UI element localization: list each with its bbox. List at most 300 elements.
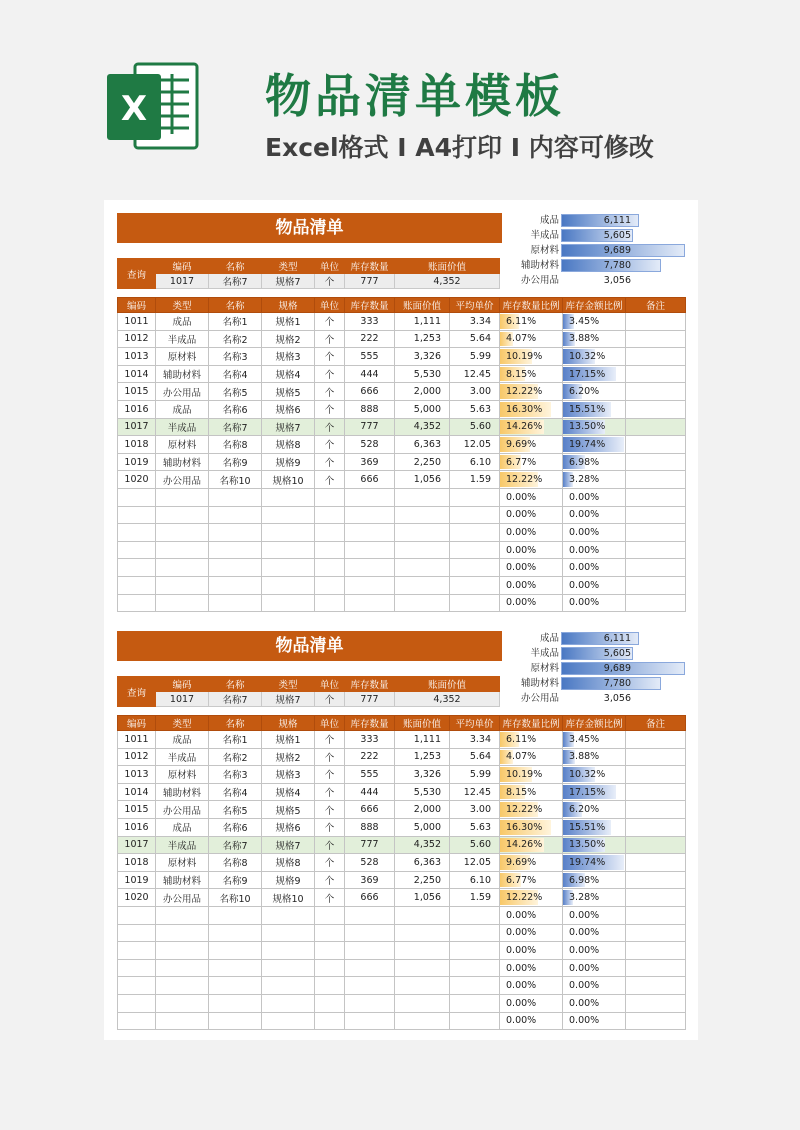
table-cell[interactable] — [345, 924, 395, 942]
table-row[interactable] — [118, 1012, 686, 1030]
table-cell[interactable] — [345, 524, 395, 542]
query-value-cell[interactable]: 名称7 — [209, 692, 262, 707]
table-cell[interactable]: 528 — [345, 854, 395, 872]
table-cell[interactable] — [626, 418, 686, 436]
qty-ratio-cell[interactable]: 12.22% — [500, 383, 563, 401]
table-cell[interactable] — [209, 994, 262, 1012]
qty-ratio-cell[interactable]: 10.19% — [500, 348, 563, 366]
table-row[interactable] — [118, 942, 686, 960]
table-cell[interactable] — [450, 541, 500, 559]
amount-ratio-cell[interactable]: 3.45% — [563, 313, 626, 331]
query-value-cell[interactable]: 个 — [315, 692, 345, 707]
table-cell[interactable] — [118, 906, 156, 924]
table-row[interactable] — [118, 541, 686, 559]
column-header[interactable]: 名称 — [209, 298, 262, 313]
table-cell[interactable]: 1,111 — [395, 313, 450, 331]
table-cell[interactable] — [345, 977, 395, 995]
table-cell[interactable]: 3.34 — [450, 313, 500, 331]
table-cell[interactable]: 1016 — [118, 818, 156, 836]
table-cell[interactable]: 1,056 — [395, 471, 450, 489]
table-cell[interactable] — [262, 994, 315, 1012]
qty-ratio-cell[interactable]: 0.00% — [500, 524, 563, 542]
qty-ratio-cell[interactable]: 6.11% — [500, 731, 563, 749]
table-cell[interactable]: 1019 — [118, 871, 156, 889]
qty-ratio-cell[interactable]: 14.26% — [500, 836, 563, 854]
column-header[interactable]: 库存数量比例 — [500, 716, 563, 731]
amount-ratio-cell[interactable]: 0.00% — [563, 994, 626, 1012]
query-value-cell[interactable]: 个 — [315, 274, 345, 289]
table-cell[interactable] — [450, 1012, 500, 1030]
table-cell[interactable]: 1011 — [118, 731, 156, 749]
table-cell[interactable]: 1019 — [118, 453, 156, 471]
amount-ratio-cell[interactable]: 0.00% — [563, 488, 626, 506]
table-cell[interactable] — [156, 906, 209, 924]
qty-ratio-cell[interactable]: 12.22% — [500, 471, 563, 489]
table-cell[interactable]: 个 — [315, 436, 345, 454]
table-cell[interactable]: 规格9 — [262, 871, 315, 889]
amount-ratio-cell[interactable]: 17.15% — [563, 783, 626, 801]
table-cell[interactable]: 规格8 — [262, 436, 315, 454]
table-row[interactable] — [118, 348, 686, 366]
table-cell[interactable]: 名称3 — [209, 348, 262, 366]
table-cell[interactable] — [450, 559, 500, 577]
table-cell[interactable]: 规格6 — [262, 818, 315, 836]
table-cell[interactable]: 12.45 — [450, 783, 500, 801]
amount-ratio-cell[interactable]: 0.00% — [563, 1012, 626, 1030]
table-cell[interactable] — [626, 541, 686, 559]
column-header[interactable]: 账面价值 — [395, 716, 450, 731]
table-cell[interactable] — [450, 506, 500, 524]
table-cell[interactable] — [450, 994, 500, 1012]
table-cell[interactable] — [626, 594, 686, 612]
table-cell[interactable]: 555 — [345, 348, 395, 366]
table-row[interactable] — [118, 418, 686, 436]
column-header[interactable]: 平均单价 — [450, 298, 500, 313]
table-cell[interactable]: 1,253 — [395, 330, 450, 348]
table-cell[interactable] — [156, 924, 209, 942]
table-cell[interactable] — [156, 541, 209, 559]
table-cell[interactable]: 名称2 — [209, 748, 262, 766]
table-cell[interactable]: 名称7 — [209, 418, 262, 436]
table-cell[interactable]: 3,326 — [395, 766, 450, 784]
qty-ratio-cell[interactable]: 0.00% — [500, 1012, 563, 1030]
table-cell[interactable] — [626, 453, 686, 471]
qty-ratio-cell[interactable]: 10.19% — [500, 766, 563, 784]
table-cell[interactable]: 1,056 — [395, 889, 450, 907]
table-cell[interactable]: 名称6 — [209, 400, 262, 418]
table-cell[interactable] — [450, 594, 500, 612]
query-value-cell[interactable]: 4,352 — [395, 692, 500, 707]
qty-ratio-cell[interactable]: 8.15% — [500, 365, 563, 383]
table-cell[interactable]: 3,326 — [395, 348, 450, 366]
table-cell[interactable]: 666 — [345, 801, 395, 819]
qty-ratio-cell[interactable]: 9.69% — [500, 436, 563, 454]
amount-ratio-cell[interactable]: 13.50% — [563, 418, 626, 436]
table-row[interactable] — [118, 748, 686, 766]
table-cell[interactable] — [395, 942, 450, 960]
table-cell[interactable]: 规格4 — [262, 783, 315, 801]
column-header[interactable]: 类型 — [156, 298, 209, 313]
table-cell[interactable]: 个 — [315, 818, 345, 836]
table-cell[interactable] — [395, 1012, 450, 1030]
table-cell[interactable]: 5.64 — [450, 330, 500, 348]
qty-ratio-cell[interactable]: 0.00% — [500, 541, 563, 559]
table-cell[interactable] — [262, 942, 315, 960]
table-cell[interactable]: 6.10 — [450, 453, 500, 471]
table-cell[interactable] — [395, 977, 450, 995]
table-cell[interactable]: 6,363 — [395, 854, 450, 872]
qty-ratio-cell[interactable]: 6.77% — [500, 871, 563, 889]
amount-ratio-cell[interactable]: 6.20% — [563, 383, 626, 401]
column-header[interactable]: 库存数量比例 — [500, 298, 563, 313]
table-cell[interactable]: 办公用品 — [156, 889, 209, 907]
table-cell[interactable] — [156, 977, 209, 995]
column-header[interactable]: 库存金额比例 — [563, 716, 626, 731]
table-row[interactable] — [118, 836, 686, 854]
table-cell[interactable] — [626, 748, 686, 766]
table-cell[interactable] — [626, 766, 686, 784]
table-cell[interactable]: 个 — [315, 330, 345, 348]
qty-ratio-cell[interactable]: 0.00% — [500, 488, 563, 506]
amount-ratio-cell[interactable]: 3.28% — [563, 889, 626, 907]
qty-ratio-cell[interactable]: 14.26% — [500, 418, 563, 436]
query-value-cell[interactable]: 名称7 — [209, 274, 262, 289]
table-cell[interactable] — [395, 594, 450, 612]
table-cell[interactable] — [209, 559, 262, 577]
table-row[interactable] — [118, 506, 686, 524]
table-cell[interactable] — [345, 488, 395, 506]
query-value-cell[interactable]: 规格7 — [262, 692, 315, 707]
table-cell[interactable]: 444 — [345, 783, 395, 801]
column-header[interactable]: 账面价值 — [395, 298, 450, 313]
column-header[interactable]: 单位 — [315, 298, 345, 313]
table-cell[interactable] — [345, 541, 395, 559]
table-cell[interactable] — [395, 488, 450, 506]
amount-ratio-cell[interactable]: 0.00% — [563, 924, 626, 942]
table-cell[interactable] — [156, 1012, 209, 1030]
table-cell[interactable] — [626, 576, 686, 594]
amount-ratio-cell[interactable]: 17.15% — [563, 365, 626, 383]
table-cell[interactable] — [450, 906, 500, 924]
table-cell[interactable]: 444 — [345, 365, 395, 383]
table-cell[interactable] — [626, 801, 686, 819]
table-cell[interactable]: 辅助材料 — [156, 783, 209, 801]
table-cell[interactable] — [626, 436, 686, 454]
table-cell[interactable] — [209, 1012, 262, 1030]
table-cell[interactable] — [345, 959, 395, 977]
table-cell[interactable] — [626, 994, 686, 1012]
table-cell[interactable] — [626, 731, 686, 749]
table-cell[interactable] — [209, 524, 262, 542]
table-cell[interactable]: 333 — [345, 731, 395, 749]
query-value-cell[interactable]: 777 — [345, 274, 395, 289]
table-cell[interactable]: 规格8 — [262, 854, 315, 872]
amount-ratio-cell[interactable]: 19.74% — [563, 854, 626, 872]
table-cell[interactable] — [262, 1012, 315, 1030]
table-cell[interactable] — [209, 594, 262, 612]
table-cell[interactable]: 名称4 — [209, 365, 262, 383]
column-header[interactable]: 规格 — [262, 298, 315, 313]
table-cell[interactable] — [345, 506, 395, 524]
table-cell[interactable] — [315, 994, 345, 1012]
table-cell[interactable] — [395, 576, 450, 594]
table-cell[interactable] — [118, 524, 156, 542]
table-cell[interactable]: 2,000 — [395, 383, 450, 401]
table-row[interactable] — [118, 488, 686, 506]
table-cell[interactable]: 1020 — [118, 471, 156, 489]
table-cell[interactable]: 5,530 — [395, 783, 450, 801]
table-cell[interactable]: 1017 — [118, 418, 156, 436]
table-cell[interactable]: 辅助材料 — [156, 365, 209, 383]
table-cell[interactable]: 1013 — [118, 766, 156, 784]
table-cell[interactable]: 1018 — [118, 854, 156, 872]
table-cell[interactable] — [626, 400, 686, 418]
table-cell[interactable] — [626, 977, 686, 995]
table-cell[interactable] — [118, 977, 156, 995]
qty-ratio-cell[interactable]: 0.00% — [500, 576, 563, 594]
qty-ratio-cell[interactable]: 0.00% — [500, 924, 563, 942]
query-value-cell[interactable]: 1017 — [156, 692, 209, 707]
table-cell[interactable] — [626, 889, 686, 907]
column-header[interactable]: 名称 — [209, 716, 262, 731]
query-value-cell[interactable]: 1017 — [156, 274, 209, 289]
table-cell[interactable] — [262, 559, 315, 577]
amount-ratio-cell[interactable]: 3.28% — [563, 471, 626, 489]
qty-ratio-cell[interactable]: 16.30% — [500, 818, 563, 836]
table-cell[interactable] — [626, 471, 686, 489]
table-cell[interactable] — [626, 348, 686, 366]
table-cell[interactable]: 个 — [315, 766, 345, 784]
table-cell[interactable]: 2,000 — [395, 801, 450, 819]
amount-ratio-cell[interactable]: 0.00% — [563, 506, 626, 524]
table-row[interactable] — [118, 383, 686, 401]
table-cell[interactable]: 6,363 — [395, 436, 450, 454]
amount-ratio-cell[interactable]: 10.32% — [563, 348, 626, 366]
table-cell[interactable]: 666 — [345, 383, 395, 401]
table-cell[interactable] — [626, 330, 686, 348]
table-cell[interactable]: 名称2 — [209, 330, 262, 348]
qty-ratio-cell[interactable]: 0.00% — [500, 594, 563, 612]
qty-ratio-cell[interactable]: 0.00% — [500, 942, 563, 960]
table-cell[interactable] — [262, 488, 315, 506]
table-cell[interactable]: 半成品 — [156, 748, 209, 766]
column-header[interactable]: 库存数量 — [345, 298, 395, 313]
table-row[interactable] — [118, 871, 686, 889]
table-cell[interactable] — [118, 506, 156, 524]
table-cell[interactable]: 1,253 — [395, 748, 450, 766]
amount-ratio-cell[interactable]: 0.00% — [563, 959, 626, 977]
table-cell[interactable]: 1011 — [118, 313, 156, 331]
table-row[interactable] — [118, 436, 686, 454]
table-cell[interactable]: 12.05 — [450, 854, 500, 872]
qty-ratio-cell[interactable]: 6.11% — [500, 313, 563, 331]
table-cell[interactable] — [395, 506, 450, 524]
table-cell[interactable] — [626, 836, 686, 854]
table-cell[interactable]: 原材料 — [156, 854, 209, 872]
table-cell[interactable]: 5,530 — [395, 365, 450, 383]
table-cell[interactable]: 3.34 — [450, 731, 500, 749]
table-cell[interactable] — [626, 906, 686, 924]
table-cell[interactable]: 辅助材料 — [156, 453, 209, 471]
amount-ratio-cell[interactable]: 0.00% — [563, 594, 626, 612]
table-cell[interactable]: 777 — [345, 836, 395, 854]
column-header[interactable]: 编码 — [118, 716, 156, 731]
table-row[interactable] — [118, 524, 686, 542]
table-cell[interactable]: 名称1 — [209, 731, 262, 749]
table-cell[interactable]: 222 — [345, 748, 395, 766]
table-cell[interactable]: 1016 — [118, 400, 156, 418]
table-row[interactable] — [118, 766, 686, 784]
table-cell[interactable] — [156, 994, 209, 1012]
table-row[interactable] — [118, 559, 686, 577]
table-cell[interactable]: 规格6 — [262, 400, 315, 418]
query-value-cell[interactable]: 规格7 — [262, 274, 315, 289]
table-cell[interactable]: 12.45 — [450, 365, 500, 383]
table-cell[interactable] — [262, 977, 315, 995]
table-cell[interactable]: 半成品 — [156, 330, 209, 348]
amount-ratio-cell[interactable]: 3.45% — [563, 731, 626, 749]
table-cell[interactable] — [345, 1012, 395, 1030]
table-cell[interactable]: 办公用品 — [156, 383, 209, 401]
table-cell[interactable]: 369 — [345, 453, 395, 471]
table-cell[interactable] — [450, 524, 500, 542]
table-cell[interactable]: 369 — [345, 871, 395, 889]
amount-ratio-cell[interactable]: 0.00% — [563, 576, 626, 594]
table-cell[interactable]: 个 — [315, 854, 345, 872]
table-cell[interactable]: 5.60 — [450, 836, 500, 854]
table-cell[interactable]: 名称10 — [209, 889, 262, 907]
table-cell[interactable] — [395, 924, 450, 942]
table-cell[interactable] — [156, 594, 209, 612]
table-cell[interactable]: 888 — [345, 818, 395, 836]
column-header[interactable]: 库存数量 — [345, 716, 395, 731]
amount-ratio-cell[interactable]: 15.51% — [563, 400, 626, 418]
table-cell[interactable] — [395, 559, 450, 577]
table-row[interactable] — [118, 889, 686, 907]
table-cell[interactable] — [626, 818, 686, 836]
table-cell[interactable]: 666 — [345, 889, 395, 907]
table-cell[interactable] — [450, 576, 500, 594]
qty-ratio-cell[interactable]: 0.00% — [500, 559, 563, 577]
table-cell[interactable] — [315, 594, 345, 612]
table-cell[interactable]: 规格3 — [262, 348, 315, 366]
table-cell[interactable] — [315, 524, 345, 542]
table-cell[interactable]: 5.64 — [450, 748, 500, 766]
table-cell[interactable]: 1.59 — [450, 889, 500, 907]
amount-ratio-cell[interactable]: 3.88% — [563, 330, 626, 348]
table-row[interactable] — [118, 924, 686, 942]
qty-ratio-cell[interactable]: 16.30% — [500, 400, 563, 418]
column-header[interactable]: 备注 — [626, 298, 686, 313]
table-cell[interactable] — [626, 383, 686, 401]
amount-ratio-cell[interactable]: 0.00% — [563, 942, 626, 960]
table-cell[interactable]: 半成品 — [156, 836, 209, 854]
table-cell[interactable]: 5,000 — [395, 400, 450, 418]
table-cell[interactable]: 成品 — [156, 400, 209, 418]
table-cell[interactable]: 名称4 — [209, 783, 262, 801]
table-row[interactable] — [118, 854, 686, 872]
qty-ratio-cell[interactable]: 0.00% — [500, 994, 563, 1012]
table-cell[interactable] — [156, 506, 209, 524]
table-cell[interactable]: 2,250 — [395, 453, 450, 471]
table-cell[interactable]: 555 — [345, 766, 395, 784]
amount-ratio-cell[interactable]: 6.20% — [563, 801, 626, 819]
table-cell[interactable] — [315, 977, 345, 995]
table-cell[interactable]: 777 — [345, 418, 395, 436]
table-cell[interactable]: 规格9 — [262, 453, 315, 471]
table-row[interactable] — [118, 400, 686, 418]
table-row[interactable] — [118, 453, 686, 471]
table-cell[interactable] — [156, 524, 209, 542]
table-cell[interactable]: 名称3 — [209, 766, 262, 784]
table-cell[interactable] — [262, 906, 315, 924]
table-cell[interactable]: 个 — [315, 748, 345, 766]
table-cell[interactable]: 辅助材料 — [156, 871, 209, 889]
query-value-cell[interactable]: 777 — [345, 692, 395, 707]
table-cell[interactable]: 个 — [315, 871, 345, 889]
table-cell[interactable] — [345, 906, 395, 924]
table-cell[interactable] — [315, 559, 345, 577]
table-row[interactable] — [118, 330, 686, 348]
table-cell[interactable] — [626, 783, 686, 801]
table-cell[interactable]: 规格3 — [262, 766, 315, 784]
table-cell[interactable]: 名称9 — [209, 453, 262, 471]
table-cell[interactable] — [395, 541, 450, 559]
qty-ratio-cell[interactable]: 0.00% — [500, 977, 563, 995]
column-header[interactable]: 平均单价 — [450, 716, 500, 731]
table-cell[interactable]: 1014 — [118, 783, 156, 801]
amount-ratio-cell[interactable]: 13.50% — [563, 836, 626, 854]
table-cell[interactable] — [345, 942, 395, 960]
column-header[interactable]: 编码 — [118, 298, 156, 313]
table-row[interactable] — [118, 594, 686, 612]
table-cell[interactable]: 个 — [315, 418, 345, 436]
column-header[interactable]: 库存金额比例 — [563, 298, 626, 313]
table-cell[interactable]: 1013 — [118, 348, 156, 366]
table-cell[interactable]: 12.05 — [450, 436, 500, 454]
table-cell[interactable]: 5.63 — [450, 400, 500, 418]
table-cell[interactable] — [209, 924, 262, 942]
table-cell[interactable] — [156, 942, 209, 960]
table-cell[interactable]: 规格7 — [262, 418, 315, 436]
table-cell[interactable]: 规格1 — [262, 313, 315, 331]
table-cell[interactable]: 1.59 — [450, 471, 500, 489]
table-cell[interactable] — [118, 541, 156, 559]
table-cell[interactable]: 5.63 — [450, 818, 500, 836]
table-cell[interactable] — [450, 942, 500, 960]
table-row[interactable] — [118, 313, 686, 331]
table-cell[interactable]: 1,111 — [395, 731, 450, 749]
table-cell[interactable]: 成品 — [156, 818, 209, 836]
table-cell[interactable] — [626, 959, 686, 977]
table-cell[interactable] — [209, 576, 262, 594]
table-cell[interactable] — [118, 924, 156, 942]
table-cell[interactable]: 1015 — [118, 801, 156, 819]
table-cell[interactable]: 888 — [345, 400, 395, 418]
column-header[interactable]: 规格 — [262, 716, 315, 731]
table-cell[interactable]: 1015 — [118, 383, 156, 401]
query-value-cell[interactable]: 4,352 — [395, 274, 500, 289]
amount-ratio-cell[interactable]: 0.00% — [563, 524, 626, 542]
table-row[interactable] — [118, 994, 686, 1012]
qty-ratio-cell[interactable]: 0.00% — [500, 906, 563, 924]
table-cell[interactable]: 3.00 — [450, 383, 500, 401]
table-cell[interactable] — [315, 906, 345, 924]
table-cell[interactable] — [450, 977, 500, 995]
table-cell[interactable] — [118, 994, 156, 1012]
table-cell[interactable]: 个 — [315, 453, 345, 471]
table-cell[interactable] — [315, 506, 345, 524]
